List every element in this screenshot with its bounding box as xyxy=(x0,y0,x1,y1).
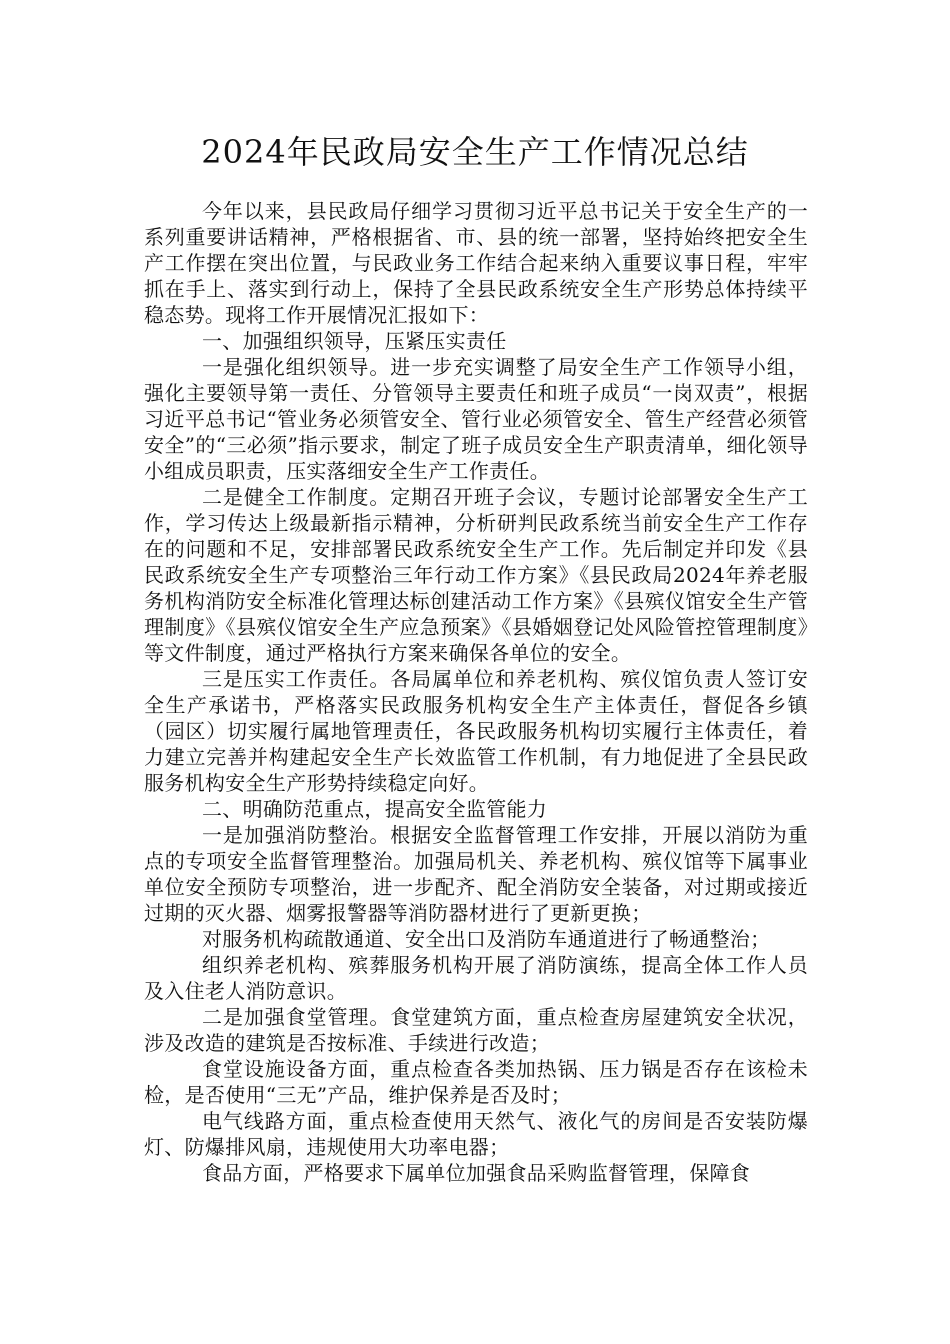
paragraph: 电气线路方面，重点检查使用天然气、液化气的房间是否安装防爆灯、防爆排风扇，违规使用大功率电器； xyxy=(144,1109,808,1159)
paragraph: 食品方面，严格要求下属单位加强食品采购监督管理，保障食 xyxy=(202,1161,751,1185)
section-heading-1: 一、加强组织领导，压紧压实责任 xyxy=(202,329,507,353)
document-title: 2024年民政局安全生产工作情况总结 xyxy=(201,133,749,171)
paragraph: 一是强化组织领导。进一步充实调整了局安全生产工作领导小组，强化主要领导第一责任、分管领导主要责任和班子成员“一岗双责”，根据习近平总书记“管业务必须管安全、管行业必须管安全、管生产经营必须管安全”的“三必须”指示要求，制定了班子成员安全生产职责清单，细化领导小组成员职责，压实落细安全生产工作责任。 xyxy=(144,355,808,483)
paragraph: 组织养老机构、殡葬服务机构开展了消防演练，提高全体工作人员及入住老人消防意识。 xyxy=(144,953,808,1003)
paragraph: 二是加强食堂管理。食堂建筑方面，重点检查房屋建筑安全状况，涉及改造的建筑是否按标准、手续进行改造； xyxy=(144,1005,808,1055)
section-heading-2: 二、明确防范重点，提高安全监管能力 xyxy=(202,797,548,821)
document-body xyxy=(144,198,808,1186)
paragraph: 食堂设施设备方面，重点检查各类加热锅、压力锅是否存在该检未检，是否使用“三无”产品，维护保养是否及时； xyxy=(144,1057,808,1107)
paragraph: 对服务机构疏散通道、安全出口及消防车通道进行了畅通整治； xyxy=(202,927,771,951)
paragraph: 三是压实工作责任。各局属单位和养老机构、殡仪馆负责人签订安全生产承诺书，严格落实民政服务机构安全生产主体责任，督促各乡镇（园区）切实履行属地管理责任，各民政服务机构切实履行主体责任，着力建立完善并构建起安全生产长效监管工作机制，有力地促进了全县民政服务机构安全生产形势持续稳定向好。 xyxy=(144,667,808,795)
paragraph: 二是健全工作制度。定期召开班子会议，专题讨论部署安全生产工作，学习传达上级最新指示精神，分析研判民政系统当前安全生产工作存在的问题和不足，安排部署民政系统安全生产工作。先后制定并印发《县民政系统安全生产专项整治三年行动工作方案》《县民政局2024年养老服务机构消防安全标准化管理达标创建活动工作方案》《县殡仪馆安全生产管理制度》《县殡仪馆安全生产应急预案》《县婚姻登记处风险管控管理制度》等文件制度，通过严格执行方案来确保各单位的安全。 xyxy=(144,485,808,665)
paragraph-intro: 今年以来，县民政局仔细学习贯彻习近平总书记关于安全生产的一系列重要讲话精神，严格根据省、市、县的统一部署，坚持始终把安全生产工作摆在突出位置，与民政业务工作结合起来纳入重要议事日程，牢牢抓在手上、落实到行动上，保持了全县民政系统安全生产形势总体持续平稳态势。现将工作开展情况汇报如下： xyxy=(144,199,808,327)
paragraph: 一是加强消防整治。根据安全监督管理工作安排，开展以消防为重点的专项安全监督管理整治。加强局机关、养老机构、殡仪馆等下属事业单位安全预防专项整治，进一步配齐、配全消防安全装备，对过期或接近过期的灭火器、烟雾报警器等消防器材进行了更新更换； xyxy=(144,823,808,925)
